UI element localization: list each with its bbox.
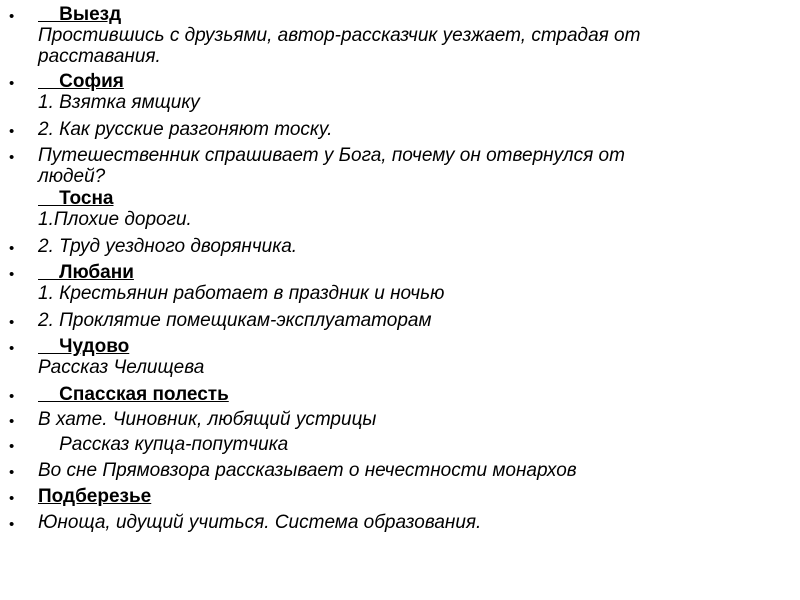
heading-lyubani: Любани — [38, 262, 134, 283]
bullet-2: • — [9, 75, 15, 92]
bullet-6: • — [9, 266, 15, 283]
bullet-5: • — [9, 240, 15, 257]
bullet-8: • — [9, 340, 15, 357]
bullet-10: • — [9, 413, 15, 430]
text-line: 2. Проклятие помещикам-эксплуататорам — [38, 310, 432, 331]
text-line: Рассказ купца-попутчика — [38, 434, 289, 455]
bullet-12: • — [9, 464, 15, 481]
heading-tosna: Тосна — [38, 188, 114, 209]
bullet-14: • — [9, 516, 15, 533]
text-line: Во сне Прямовзора рассказывает о нечестности монархов — [38, 460, 577, 481]
text-line: 1. Крестьянин работает в праздник и ночью — [38, 283, 445, 304]
bullet-9: • — [9, 388, 15, 405]
heading-spasskaya-polest: Спасская полесть — [38, 384, 229, 405]
text-line: В хате. Чиновник, любящий устрицы — [38, 409, 377, 430]
text-line: 2. Как русские разгоняют тоску. — [38, 119, 333, 140]
text-line: расставания. — [38, 46, 161, 67]
text-line: 1.Плохие дороги. — [38, 209, 192, 230]
text-line: Юноща, идущий учиться. Система образования. — [38, 512, 482, 533]
text-line: 1. Взятка ямщику — [38, 92, 200, 113]
heading-chudovo: Чудово — [38, 336, 130, 357]
bullet-1: • — [9, 8, 15, 25]
text-line: Путешественник спрашивает у Бога, почему он отвернулся от — [38, 145, 625, 166]
heading-vyezd: Выезд — [38, 4, 122, 25]
text-line: Простившись с друзьями, автор-рассказчик уезжает, страдая от — [38, 25, 641, 46]
bullet-13: • — [9, 490, 15, 507]
bullet-11: • — [9, 438, 15, 455]
bullet-4: • — [9, 149, 15, 166]
text-line: Рассказ Челищева — [38, 357, 205, 378]
heading-podberezye: Подберезье — [38, 486, 152, 507]
text-line: людей? — [38, 166, 106, 187]
bullet-7: • — [9, 314, 15, 331]
bullet-3: • — [9, 123, 15, 140]
heading-sofia: София — [38, 71, 124, 92]
text-line: 2. Труд уездного дворянчика. — [38, 236, 298, 257]
